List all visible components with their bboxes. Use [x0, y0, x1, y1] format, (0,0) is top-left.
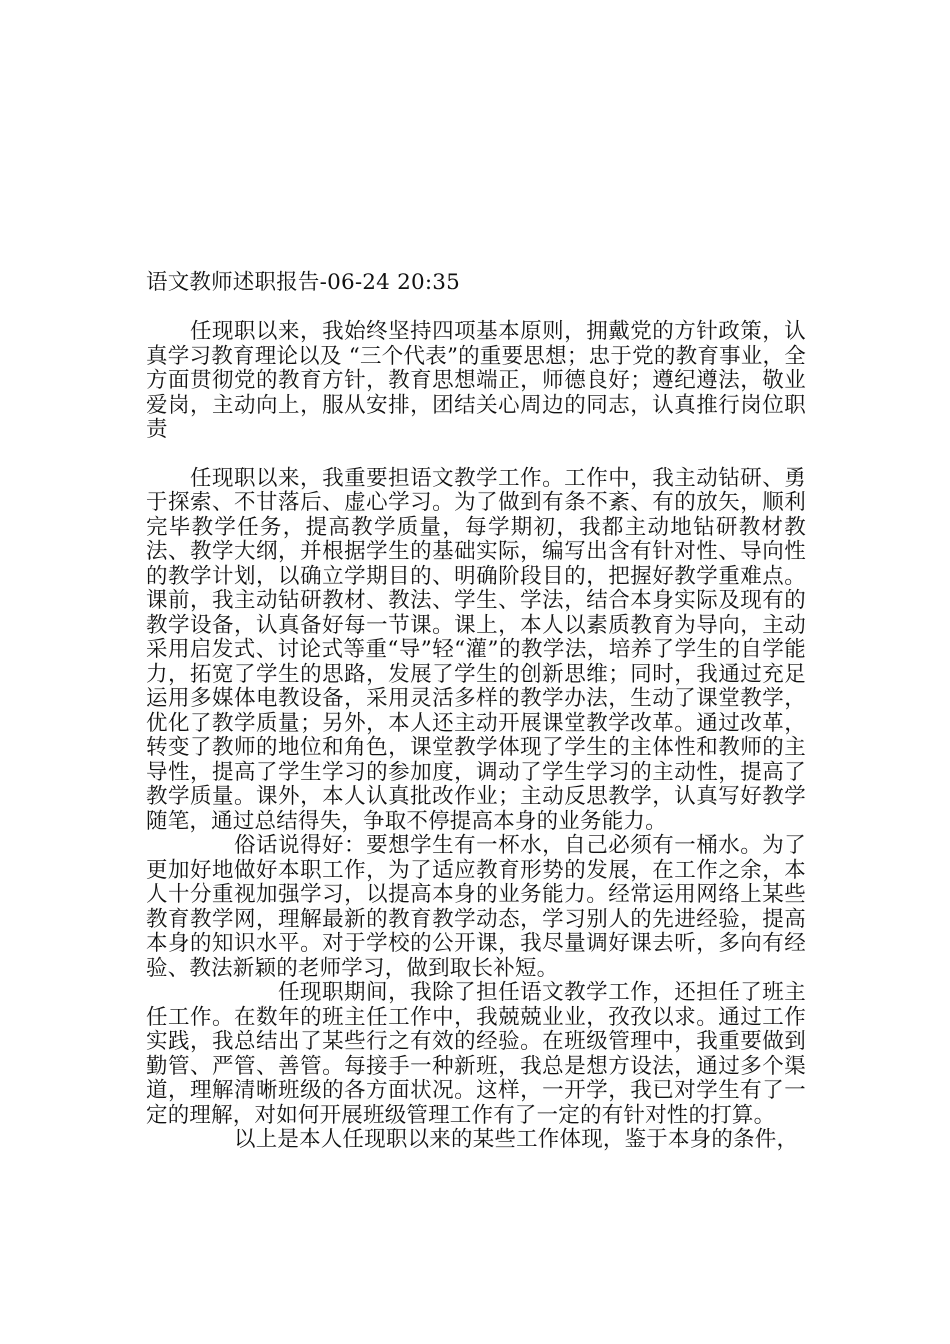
document-title: 语文教师述职报告-06-24 20:35	[146, 270, 461, 295]
paragraph-3: 俗话说得好：要想学生有一杯水，自己必须有一桶水。为了更加好地做好本职工作，为了适应教育形势的发展，在工作之余，本人十分重视加强学习，以提高本身的业务能力。经常运用网络上某些教育教学网，理解最新的教育教学动态，学习别人的先进经验，提高本身的知识水平。对于学校的公开课，我尽量调好课去听，多向有经验、教法新颖的老师学习，做到取长补短。	[146, 833, 806, 981]
document-body	[146, 270, 806, 1153]
paragraph-gap	[146, 443, 806, 467]
paragraph-4: 任现职期间，我除了担任语文教学工作，还担任了班主任工作。在数年的班主任工作中，我兢兢业业，孜孜以求。通过工作实践，我总结出了某些行之有效的经验。在班级管理中，我重要做到勤管、严管、善管。每接手一种新班，我总是想方设法，通过多个渠道，理解清晰班级的各方面状况。这样，一开学，我已对学生有了一定的理解，对如何开展班级管理工作有了一定的有针对性的打算。	[146, 980, 806, 1128]
paragraph-2: 任现职以来，我重要担语文教学工作。工作中，我主动钻研、勇于探索、不甘落后、虚心学习。为了做到有条不紊、有的放矢，顺利完毕教学任务，提高教学质量，每学期初，我都主动地钻研教材教法、教学大纲，并根据学生的基础实际，编写出含有针对性、导向性的教学计划，以确立学期目的、明确阶段目的，把握好教学重难点。课前，我主动钻研教材、教法、学生、学法，结合本身实际及现有的教学设备，认真备好每一节课。课上，本人以素质教育为导向，主动采用启发式、讨论式等重“导”轻“灌”的教学法，培养了学生的自学能力，拓宽了学生的思路，发展了学生的创新思维；同时，我通过充足运用多媒体电教设备，采用灵活多样的教学办法，生动了课堂教学，优化了教学质量；另外，本人还主动开展课堂教学改革。通过改革，转变了教师的地位和角色，课堂教学体现了学生的主体性和教师的主导性，提高了学生学习的参加度，调动了学生学习的主动性，提高了教学质量。课外，本人认真批改作业；主动反思教学，认真写好教学随笔，通过总结得失，争取不停提高本身的业务能力。	[146, 465, 806, 834]
paragraph-5: 以上是本人任现职以来的某些工作体现，鉴于本身的条件，	[234, 1127, 799, 1152]
paragraph-1: 任现职以来，我始终坚持四项基本原则，拥戴党的方针政策，认真学习教育理论以及 “三个代表”的重要思想；忠于党的教育事业，全方面贯彻党的教育方针，教育思想端正，师德良好；遵纪遵法，敬业爱岗，主动向上，服从安排，团结关心周边的同志，认真推行岗位职责	[146, 319, 806, 442]
